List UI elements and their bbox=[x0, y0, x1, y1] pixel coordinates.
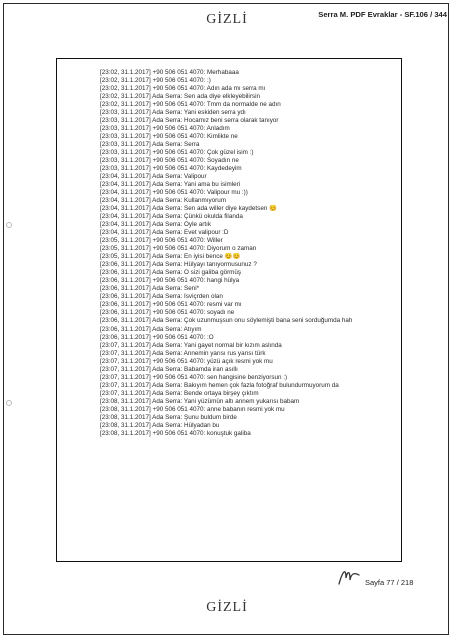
chat-message-line: [23:07, 31.1.2017] +90 506 051 4070: yüzü açık resmi yok mu bbox=[100, 357, 273, 365]
chat-message-line: [23:05, 31.1.2017] Ada Serra: En iyisi bence 😊😊 bbox=[100, 253, 241, 261]
chat-message-line: [23:06, 31.1.2017] +90 506 051 4070: soyadı ne bbox=[100, 309, 235, 317]
chat-message-line: [23:02, 31.1.2017] +90 506 051 4070: Adın ada mı serra mı bbox=[100, 85, 266, 93]
chat-message-line: [23:03, 31.1.2017] Ada Serra: Yani eskiden serra ydı bbox=[100, 109, 246, 117]
chat-message-line: [23:04, 31.1.2017] Ada Serra: Valipour bbox=[100, 173, 207, 181]
chat-message-line: [23:02, 31.1.2017] +90 506 051 4070: Tmm da normalde ne adın bbox=[100, 101, 281, 109]
chat-message-line: [23:07, 31.1.2017] Ada Serra: Babamda iran asıllı bbox=[100, 365, 238, 373]
header-classification: GİZLİ bbox=[206, 12, 248, 27]
chat-message-line: [23:02, 31.1.2017] +90 506 051 4070: :) bbox=[100, 77, 211, 85]
chat-message-line: [23:03, 31.1.2017] +90 506 051 4070: Kimlikte ne bbox=[100, 133, 238, 141]
chat-message-line: [23:03, 31.1.2017] Ada Serra: Hocamız beni serra olarak tanıyor bbox=[100, 117, 279, 125]
chat-message-line: [23:03, 31.1.2017] +90 506 051 4070: Çok güzel isim :) bbox=[100, 149, 254, 157]
footer-classification: GİZLİ bbox=[206, 600, 248, 615]
chat-message-line: [23:08, 31.1.2017] Ada Serra: Yani yüzümün altı annem yukarısı babam bbox=[100, 397, 300, 405]
chat-message-line: [23:06, 31.1.2017] Ada Serra: Hülyayı tanıyormusunuz ? bbox=[100, 261, 257, 269]
chat-message-line: [23:04, 31.1.2017] Ada Serra: Kullanmıyorum bbox=[100, 197, 227, 205]
chat-message-line: [23:04, 31.1.2017] Ada Serra: Evet valipour :D bbox=[100, 229, 229, 237]
chat-message-line: [23:07, 31.1.2017] Ada Serra: Yani gayet normal bir kızım aslında bbox=[100, 341, 282, 349]
document-reference: Serra M. PDF Evraklar - SF.106 / 344 bbox=[318, 10, 447, 19]
chat-message-line: [23:08, 31.1.2017] +90 506 051 4070: konuştuk galiba bbox=[100, 429, 251, 437]
chat-message-line: [23:05, 31.1.2017] +90 506 051 4070: Willer bbox=[100, 237, 223, 245]
chat-message-line: [23:07, 31.1.2017] Ada Serra: Bakıyım hemen çok fazla fotoğraf bulundurmuyorum da bbox=[100, 381, 339, 389]
chat-message-line: [23:04, 31.1.2017] +90 506 051 4070: Valipour mu :)) bbox=[100, 189, 248, 197]
chat-message-line: [23:04, 31.1.2017] Ada Serra: Sen ada willer diye kaydetsen 😊 bbox=[100, 205, 277, 213]
chat-message-line: [23:02, 31.1.2017] +90 506 051 4070: Merhabaaa bbox=[100, 69, 239, 76]
chat-message-line: [23:03, 31.1.2017] +90 506 051 4070: Anladım bbox=[100, 125, 230, 133]
chat-message-line: [23:08, 31.1.2017] Ada Serra: Hülyadan bu bbox=[100, 421, 220, 429]
chat-message-line: [23:06, 31.1.2017] Ada Serra: Atıyım bbox=[100, 325, 202, 333]
page-number: Sayfa 77 / 218 bbox=[365, 578, 414, 587]
chat-message-line: [23:06, 31.1.2017] Ada Serra: Seni* bbox=[100, 285, 200, 293]
chat-message-line: [23:03, 31.1.2017] Ada Serra: Serra bbox=[100, 141, 200, 149]
chat-message-line: [23:06, 31.1.2017] Ada Serra: İsviçrden olan bbox=[100, 293, 223, 301]
chat-message-line: [23:06, 31.1.2017] Ada Serra: Çok uzunmuşsun onu söylemişti bana seni sorduğumda hah bbox=[100, 317, 353, 325]
chat-message-line: [23:06, 31.1.2017] +90 506 051 4070: :O bbox=[100, 333, 214, 341]
chat-message-line: [23:07, 31.1.2017] +90 506 051 4070: sen hangisine benziyorsun :) bbox=[100, 373, 288, 381]
chat-message-line: [23:04, 31.1.2017] Ada Serra: Öyle artık bbox=[100, 221, 211, 229]
chat-message-line: [23:06, 31.1.2017] +90 506 051 4070: hangi hülya bbox=[100, 277, 240, 285]
chat-message-line: [23:03, 31.1.2017] +90 506 051 4070: Kaydedeyim bbox=[100, 165, 242, 173]
chat-message-line: [23:04, 31.1.2017] Ada Serra: Çünkü okulda filanda bbox=[100, 213, 243, 221]
binder-hole-icon bbox=[6, 222, 12, 228]
chat-message-line: [23:06, 31.1.2017] Ada Serra: O sizi galiba görmüş bbox=[100, 269, 242, 277]
signature-icon bbox=[337, 566, 363, 588]
chat-message-line: [23:06, 31.1.2017] +90 506 051 4070: resmi var mı bbox=[100, 301, 242, 309]
binder-hole-icon bbox=[6, 400, 12, 406]
chat-message-line: [23:04, 31.1.2017] Ada Serra: Yani ama bu isimleri bbox=[100, 181, 241, 189]
chat-message-line: [23:08, 31.1.2017] +90 506 051 4070: anne babanın resmi yok mu bbox=[100, 405, 285, 413]
chat-message-line: [23:05, 31.1.2017] +90 506 051 4070: Diyorum o zaman bbox=[100, 245, 257, 253]
chat-message-line: [23:02, 31.1.2017] Ada Serra: Sen ada diye elkleyebilirsin bbox=[100, 93, 260, 101]
chat-message-line: [23:07, 31.1.2017] Ada Serra: Annemin yarısı rus yarısı türk bbox=[100, 349, 266, 357]
chat-message-list bbox=[100, 69, 400, 438]
chat-message-line: [23:03, 31.1.2017] +90 506 051 4070: Soyadın ne bbox=[100, 157, 239, 165]
chat-message-line: [23:07, 31.1.2017] Ada Serra: Bende ortaya birşey çıktım bbox=[100, 389, 259, 397]
chat-message-line: [23:08, 31.1.2017] Ada Serra: Şunu buldum birde bbox=[100, 413, 237, 421]
